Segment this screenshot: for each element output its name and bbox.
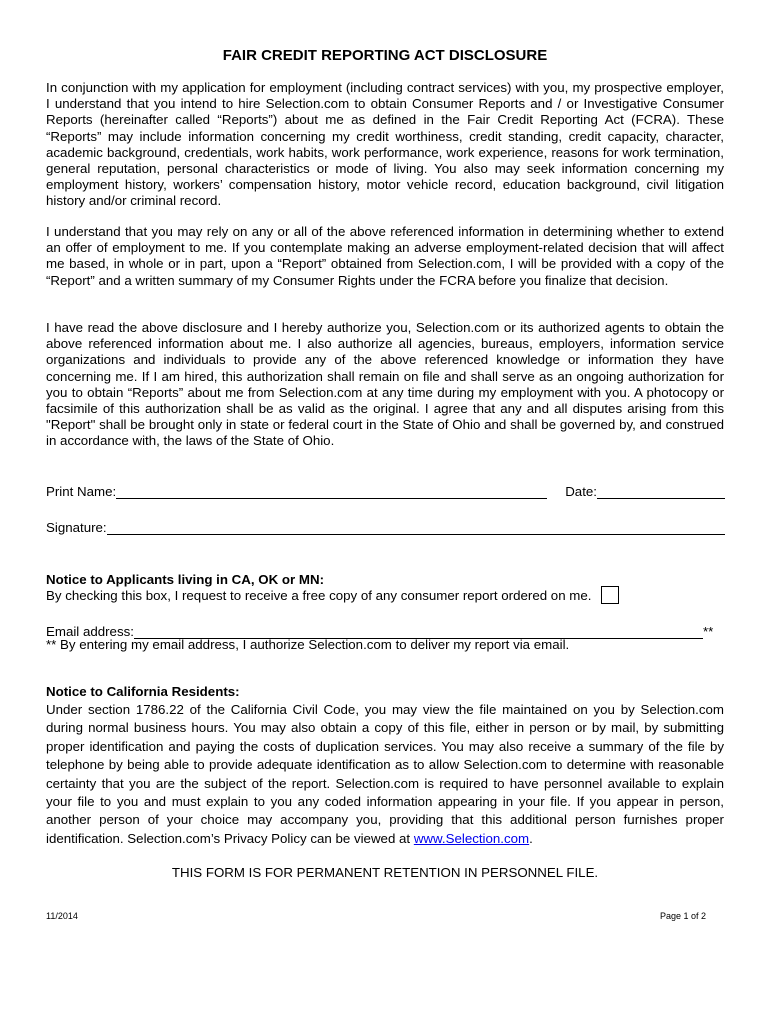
signature-label: Signature: [46,520,107,535]
date-label: Date: [565,484,597,499]
date-field[interactable] [597,484,725,499]
footer-date: 11/2014 [46,911,78,921]
print-name-label: Print Name: [46,484,117,499]
print-name-row [46,481,725,499]
notice-california-title: Notice to California Residents: [46,684,240,699]
period: . [529,830,533,846]
authorization-paragraph: I have read the above disclosure and I hereby authorize you, Selection.com or its authorized agents to obtain the above referenced information about me. I also authorize all agencies, bureaus, employers, information service organizations and individuals to provide any of the above referenced knowledge or information they have concerning me. If I am hired, this authorization shall remain on file and shall serve as an ongoing authorization for you to obtain “Reports” about me from Selection.com at any time during my employment with you. A photocopy or facsimile of this authorization shall be as valid as the original. I agree that any and all disputes arising from this "Report" shall be brought only in state or federal court in the State of Ohio and shall be governed by, and construed in accordance with, the laws of the State of Ohio. [46,320,724,449]
report-copy-checkbox-row [46,586,619,604]
email-asterisks: ** [702,624,714,639]
checkbox-label: By checking this box, I request to receive a free copy of any consumer report ordered on me. [46,587,592,603]
page-number: Page 1 of 2 [659,911,706,921]
signature-field[interactable] [107,520,725,535]
signature-row [46,517,725,535]
email-label: Email address: [46,624,134,639]
california-notice-text [46,701,724,848]
selection-website-link[interactable]: www.Selection.com [413,830,530,846]
document-title: FAIR CREDIT REPORTING ACT DISCLOSURE [222,47,548,64]
california-notice-body: Under section 1786.22 of the California Civil Code, you may view the file maintained on you by Selection.com during normal business hours. You may also obtain a copy of this file, either in person or by mail, by submitting proper identification and paying the costs of duplication services. You may also receive a summary of the file by telephone by being able to provide adequate identification as to allow Selection.com to determine with reasonable certainty that you are the subject of the report. Selection.com is required to have personnel available to explain your file to you and must explain to you any coded information appearing in your file. If you appear in person, another person of your choice may accompany you, providing that this additional person furnishes proper identification. Selection.com’s Privacy Policy can be viewed at [46,702,724,846]
report-copy-checkbox[interactable] [601,586,619,604]
email-note: ** By entering my email address, I authorize Selection.com to deliver my report via email. [46,637,570,652]
disclosure-paragraph-1: In conjunction with my application for employment (including contract services) with you, my prospective employer, I understand that you intend to hire Selection.com to obtain Consumer Reports and / or Investigative Consumer Reports (hereinafter called “Reports”) about me as defined in the Fair Credit Reporting Act (FCRA). These “Reports” may include information concerning my credit worthiness, credit standing, credit capacity, character, academic background, credentials, work habits, work performance, work experience, reasons for work termination, general reputation, personal characteristics or mode of living. You also may seek information concerning my employment history, workers’ compensation history, motor vehicle record, education background, civil litigation history and/or criminal record. [46,80,724,209]
notice-applicants-title: Notice to Applicants living in CA, OK or MN: [46,572,325,587]
disclosure-paragraph-2: I understand that you may rely on any or all of the above referenced information in determining whether to extend an offer of employment to me. If you contemplate making an adverse employment-related decision that will affect me based, in whole or in part, upon a “Report” obtained from Selection.com, I will be provided with a copy of the “Report” and a written summary of my Consumer Rights under the FCRA before you finalize that decision. [46,224,724,288]
print-name-field[interactable] [116,484,547,499]
retention-notice: THIS FORM IS FOR PERMANENT RETENTION IN PERSONNEL FILE. [171,865,599,880]
